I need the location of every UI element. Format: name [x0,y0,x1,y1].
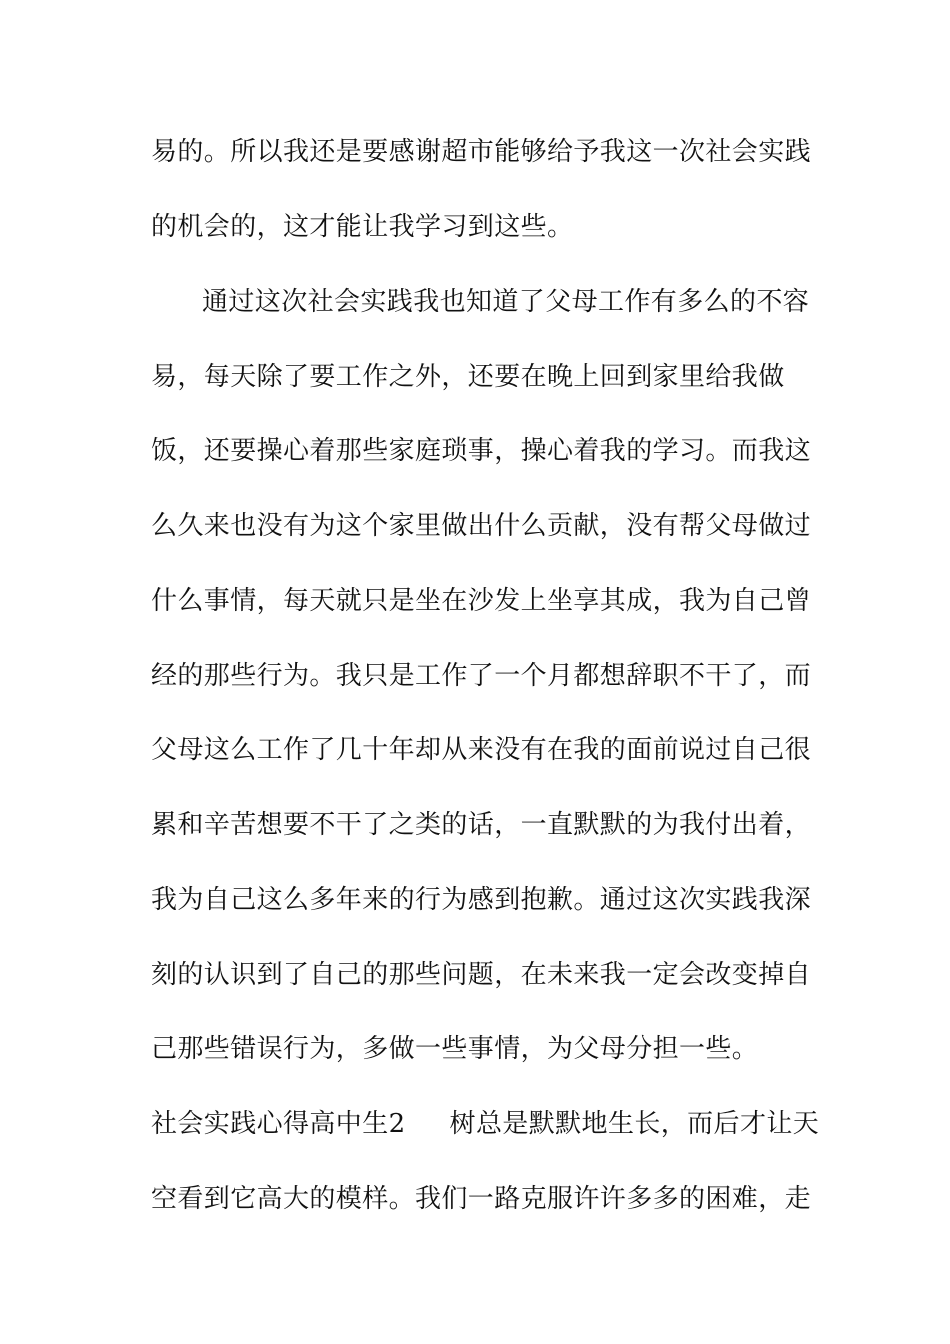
paragraph-line: 己那些错误行为，多做一些事情，为父母分担一些。 [151,1034,759,1064]
paragraph-line: 易，每天除了要工作之外，还要在晚上回到家里给我做 [151,362,785,392]
paragraph-line: 刻的认识到了自己的那些问题，在未来我一定会改变掉自 [151,960,812,990]
paragraph-line: 父母这么工作了几十年却从来没有在我的面前说过自己很 [151,735,812,765]
section-title: 社会实践心得高中生2 [151,1109,406,1139]
section-heading-line [151,1109,831,1139]
paragraph-line: 什么事情，每天就只是坐在沙发上坐享其成，我为自己曾 [151,586,812,616]
paragraph-line: 饭，还要操心着那些家庭琐事，操心着我的学习。而我这 [151,436,812,466]
paragraph-line: 的机会的，这才能让我学习到这些。 [151,212,574,242]
paragraph-line: 么久来也没有为这个家里做出什么贡献，没有帮父母做过 [151,511,812,541]
section-first-line: 树总是默默地生长，而后才让天 [449,1109,820,1139]
paragraph-line: 我为自己这么多年来的行为感到抱歉。通过这次实践我深 [151,885,812,915]
paragraph-line: 易的。所以我还是要感谢超市能够给予我这一次社会实践 [151,137,812,167]
paragraph-line: 累和辛苦想要不干了之类的话，一直默默的为我付出着， [151,810,812,840]
paragraph-line: 通过这次社会实践我也知道了父母工作有多么的不容 [202,287,810,317]
paragraph-line: 空看到它高大的模样。我们一路克服许许多多的困难，走 [151,1184,812,1214]
paragraph-line: 经的那些行为。我只是工作了一个月都想辞职不干了，而 [151,661,812,691]
